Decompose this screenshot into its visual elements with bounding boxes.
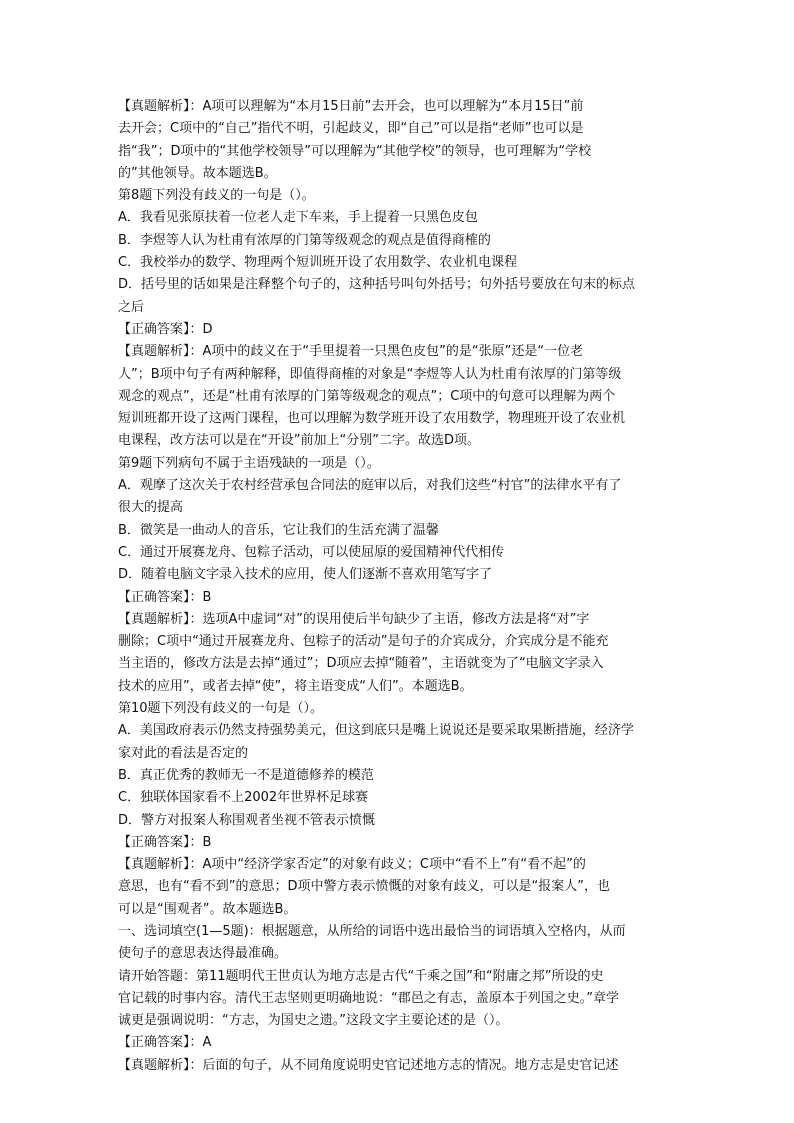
option-line: B．微笑是一曲动人的音乐，它让我们的生活充满了温馨: [118, 522, 439, 538]
section-heading: 使句子的意思表达得最准确。: [118, 946, 288, 962]
question-heading: 第9题下列病句不属于主语残缺的一项是（）。: [118, 455, 380, 471]
text-line: 电课程，改方法可以是在“开设”前加上“分别”二字。故选D项。: [118, 433, 480, 449]
option-line: 家对此的看法是否定的: [118, 745, 249, 761]
option-line: A．我看见张原扶着一位老人走下车来，手上提着一只黑色皮包: [118, 210, 478, 226]
document-page: [118, 96, 678, 1077]
option-line: A．美国政府表示仍然支持强势美元，但这到底只是嘴上说说还是要采取果断措施，经济学: [118, 723, 634, 739]
option-line: A．观摩了这次关于农村经营承包合同法的庭审以后，对我们这些“村官”的法律水平有了: [118, 478, 622, 494]
text-line: 【真题解析】：A项中“经济学家否定”的对象有歧义；C项中“看不上”有“看不起”的: [118, 857, 586, 873]
text-line: 人”；B项中句子有两种解释，即值得商榷的对象是“李煜等人认为杜甫有浓厚的门第等级: [118, 366, 622, 382]
text-line: 官记载的时事内容。清代王志坚则更明确地说：“郡邑之有志，盖原本于列国之史。”章学: [118, 990, 619, 1006]
correct-answer: 【正确答案】：A: [118, 1035, 212, 1051]
text-line: 【真题解析】：选项A中虚词“对”的误用使后半句缺少了主语，修改方法是将“对”字: [118, 611, 590, 627]
option-line: 之后: [118, 299, 145, 315]
text-line: 【真题解析】：A项中的歧义在于“手里提着一只黑色皮包”的是“张原”还是“一位老: [118, 344, 584, 360]
question-heading: 第10题下列没有歧义的一句是（）。: [118, 701, 324, 717]
correct-answer: 【正确答案】：B: [118, 589, 212, 605]
option-line: D．警方对报案人称围观者坐视不管表示愤慨: [118, 812, 376, 828]
option-line: D．括号里的话如果是注释整个句子的，这种括号叫句外括号；句外括号要放在句末的标点: [118, 277, 636, 293]
option-line: C．我校举办的数学、物理两个短训班开设了农用数学、农业机电课程: [118, 255, 518, 271]
option-line: D．随着电脑文字录入技术的应用，使人们逐渐不喜欢用笔写字了: [118, 567, 493, 583]
text-line: 当主语的，修改方法是去掉“通过”；D项应去掉“随着”，主语就变为了“电脑文字录入: [118, 656, 604, 672]
option-line: C．通过开展赛龙舟、包粽子活动，可以使屈原的爱国精神代代相传: [118, 544, 505, 560]
text-line: 【真题解析】：A项可以理解为“本月15日前”去开会，也可以理解为“本月15日”前: [118, 99, 584, 114]
text-line: 删除；C项中“通过开展赛龙舟、包粽子的活动”是句子的介宾成分，介宾成分是不能充: [118, 634, 609, 650]
text-line: 的”其他领导。故本题选B。: [118, 165, 277, 181]
text-line: 诚更是强调说明：“方志，为国史之遗。”这段文字主要论述的是（）。: [118, 1013, 509, 1029]
option-line: B．李煜等人认为杜甫有浓厚的门第等级观念的观点是值得商榷的: [118, 232, 491, 248]
text-line: 技术的应用”，或者去掉“使”，将主语变成“人们”。本题选B。: [118, 678, 473, 694]
text-line: 观念的观点”，还是“杜甫有浓厚的门第等级观念的观点”；C项中的句意可以理解为两个: [118, 388, 616, 404]
text-line: 意思，也有“看不到”的意思；D项中警方表示愤慨的对象有歧义，可以是“报案人”，也: [118, 879, 610, 895]
text-line: 短训班都开设了这两门课程，也可以理解为数学班开设了农用数学，物理班开设了农业机: [118, 411, 626, 427]
option-line: C．独联体国家看不上2002年世界杯足球赛: [118, 790, 369, 806]
text-line: 【真题解析】：后面的句子，从不同角度说明史官记述地方志的情况。地方志是史官记述: [118, 1057, 619, 1073]
correct-answer: 【正确答案】：B: [118, 834, 212, 850]
text-line: 可以是“围观者”。故本题选B。: [118, 901, 297, 917]
text-line: 指“我”；D项中的“其他学校领导”可以理解为“其他学校”的领导，也可理解为“学校: [118, 143, 592, 159]
option-line: 很大的提高: [118, 500, 184, 516]
section-heading: 一、选词填空(1—5题)：根据题意，从所给的词语中选出最恰当的词语填入空格内，从而: [118, 923, 626, 939]
option-line: B．真正优秀的教师无一不是道德修养的模范: [118, 767, 374, 783]
correct-answer: 【正确答案】：D: [118, 321, 213, 337]
question-heading: 请开始答题：第11题明代王世贞认为地方志是古代“千乘之国”和“附庸之邦”所设的史: [118, 968, 604, 984]
question-heading: 第8题下列没有歧义的一句是（）。: [118, 188, 315, 204]
text-line: 去开会；C项中的“自己”指代不明，引起歧义，即“自己”可以是指“老师”也可以是: [118, 121, 584, 137]
